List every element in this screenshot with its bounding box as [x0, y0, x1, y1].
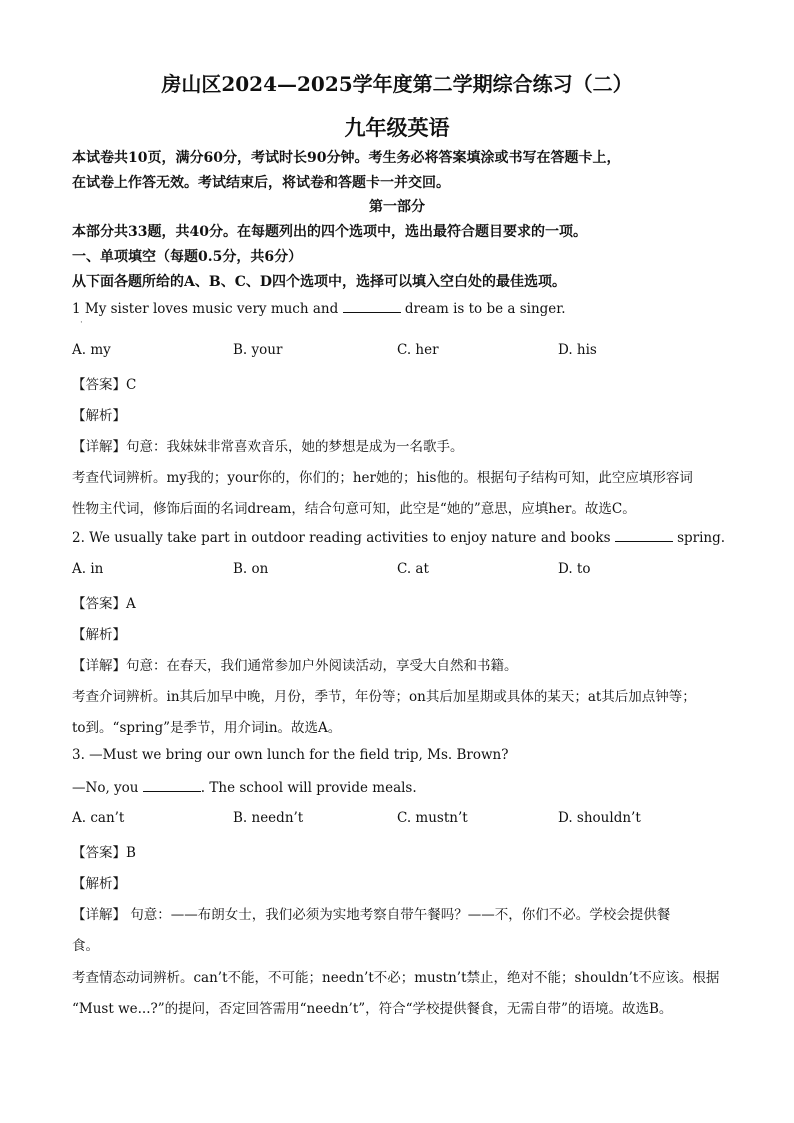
part-description: 本部分共33题，共40分。在每题列出的四个选项中，选出最符合题目要求的一项。: [72, 224, 587, 240]
q3-option-b: B. needn’t: [233, 810, 304, 826]
q3-explanation-2: “Must we...?”的提问，否定回答需用“needn’t”，符合“学校提供餐食，无需自带”的语境。故选B。: [72, 1001, 673, 1017]
q1-option-a: A. my: [72, 342, 111, 358]
question-2-stem-end: spring.: [677, 530, 726, 546]
question-3-stem: 3. —Must we bring our own lunch for the field trip, Ms. Brown?: [72, 747, 509, 763]
q3-option-d: D. shouldn’t: [558, 810, 641, 826]
q3-option-c: C. mustn’t: [397, 810, 468, 826]
stray-dot: ·: [80, 318, 83, 328]
exam-title: 房山区2024—2025学年度第二学期综合练习（二）: [161, 72, 633, 96]
q2-option-d: D. to: [558, 561, 591, 577]
exam-subtitle: 九年级英语: [344, 115, 450, 140]
question-3-response: [72, 779, 417, 796]
q1-option-c: C. her: [397, 342, 439, 358]
q1-option-d: D. his: [558, 342, 597, 358]
question-3-response-start: —No, you: [72, 780, 139, 796]
question-1-stem-end: dream is to be a singer.: [404, 301, 566, 317]
q1-option-b: B. your: [233, 342, 283, 358]
question-2-stem: [72, 529, 725, 546]
q2-option-b: B. on: [233, 561, 269, 577]
instructions-line-1: 本试卷共10页，满分60分，考试时长90分钟。考生务必将答案填涂或书写在答题卡上，: [72, 150, 621, 166]
q1-detail: 【详解】句意：我妹妹非常喜欢音乐，她的梦想是成为一名歌手。: [72, 439, 464, 455]
q2-analysis-heading: 【解析】: [72, 627, 126, 643]
q3-answer: 【答案】B: [72, 845, 136, 861]
section-heading: 一、单项填空（每题0.5分，共6分）: [72, 249, 303, 265]
q3-analysis-heading: 【解析】: [72, 876, 126, 892]
q1-explanation-1: 考查代词辨析。my我的；your你的，你们的；her她的；his他的。根据句子结构可知，此空应填形容词: [72, 470, 693, 486]
q2-answer: 【答案】A: [72, 596, 136, 612]
q3-detail-continued: 食。: [72, 938, 99, 954]
instructions-line-2: 在试卷上作答无效。考试结束后，将试卷和答题卡一并交回。: [72, 175, 450, 191]
section-directions: 从下面各题所给的A、B、C、D四个选项中，选择可以填入空白处的最佳选项。: [72, 274, 566, 290]
question-3-response-end: . The school will provide meals.: [200, 780, 417, 796]
question-2-stem-start: 2. We usually take part in outdoor reading activities to enjoy nature and books: [72, 530, 611, 546]
q3-explanation-1: 考查情态动词辨析。can’t不能，不可能；needn’t不必；mustn’t禁止，绝对不能；shouldn’t不应该。根据: [72, 970, 720, 986]
q1-analysis-heading: 【解析】: [72, 408, 126, 424]
q2-detail: 【详解】句意：在春天，我们通常参加户外阅读活动，享受大自然和书籍。: [72, 658, 518, 674]
part-title: 第一部分: [369, 199, 425, 215]
answer-blank: [615, 529, 673, 542]
q1-explanation-2: 性物主代词，修饰后面的名词dream，结合句意可知，此空是“她的”意思，应填her。故选C。: [72, 501, 636, 517]
answer-blank: [343, 300, 401, 313]
q2-option-a: A. in: [72, 561, 104, 577]
q1-answer: 【答案】C: [72, 377, 137, 393]
q3-detail: 【详解】 句意：——布朗女士，我们必须为实地考察自带午餐吗？——不，你们不必。学校会提供餐: [72, 907, 671, 923]
q2-explanation-2: to到。“spring”是季节，用介词in。故选A。: [72, 720, 342, 736]
question-1-stem: [72, 300, 566, 317]
answer-blank: [143, 779, 201, 792]
q3-option-a: A. can’t: [72, 810, 125, 826]
q2-option-c: C. at: [397, 561, 429, 577]
q2-explanation-1: 考查介词辨析。in其后加早中晚，月份，季节，年份等；on其后加星期或具体的某天；at其后加点钟等；: [72, 689, 696, 705]
question-1-stem-start: 1 My sister loves music very much and: [72, 301, 339, 317]
